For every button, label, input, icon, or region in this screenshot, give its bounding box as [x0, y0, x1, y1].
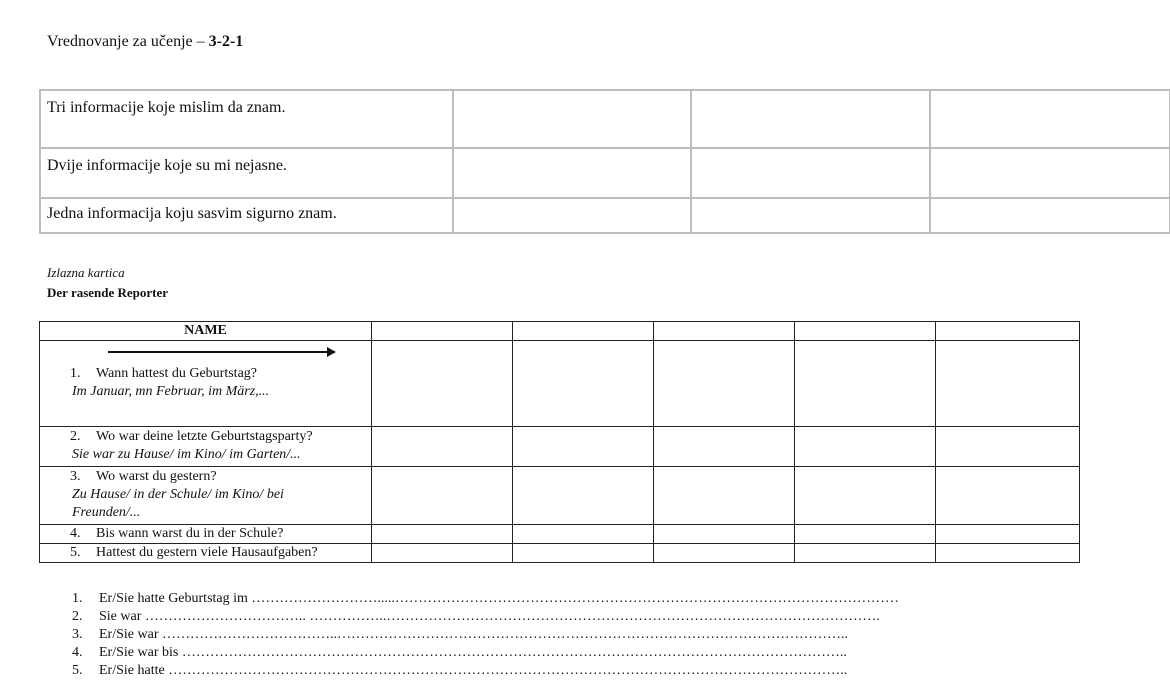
answer-cell[interactable] — [513, 341, 654, 427]
heading-prefix: Vrednovanje za učenje – — [47, 33, 209, 50]
question-cell — [40, 427, 372, 467]
sentence-list — [72, 590, 899, 680]
list-item[interactable] — [72, 644, 899, 662]
answer-cell[interactable] — [654, 525, 795, 544]
name-cell[interactable] — [654, 322, 795, 341]
name-cell[interactable] — [513, 322, 654, 341]
answer-cell[interactable] — [513, 427, 654, 467]
answer-cell[interactable] — [453, 90, 691, 148]
reporter-table — [39, 321, 1080, 563]
answer-hint: Sie war zu Hause/ im Kino/ im Garten/... — [72, 447, 301, 462]
question-number: 4. — [70, 526, 81, 541]
name-cell[interactable] — [936, 322, 1080, 341]
answer-cell[interactable] — [654, 544, 795, 563]
answer-cell[interactable] — [654, 467, 795, 525]
name-header: NAME — [40, 322, 372, 341]
answer-cell[interactable] — [936, 341, 1080, 427]
answer-cell[interactable] — [654, 341, 795, 427]
question-text: Wann hattest du Geburtstag? — [96, 366, 257, 381]
question-cell — [40, 467, 372, 525]
question-text: Bis wann warst du in der Schule? — [96, 526, 284, 541]
item-number: 4. — [72, 645, 83, 660]
answer-cell[interactable] — [936, 467, 1080, 525]
page-heading — [47, 33, 243, 51]
answer-cell[interactable] — [795, 341, 936, 427]
table-row — [40, 525, 1080, 544]
item-number: 5. — [72, 663, 83, 678]
answer-cell[interactable] — [795, 544, 936, 563]
reporter-title: Der rasende Reporter — [47, 285, 169, 300]
row-label: Jedna informacija koju sasvim sigurno znam. — [40, 198, 453, 233]
name-cell[interactable] — [372, 322, 513, 341]
answer-cell[interactable] — [930, 198, 1170, 233]
arrow-right-icon — [108, 351, 334, 353]
table-row — [40, 544, 1080, 563]
row-label: Dvije informacije koje su mi nejasne. — [40, 148, 453, 198]
answer-cell[interactable] — [936, 544, 1080, 563]
row-label: Tri informacije koje mislim da znam. — [40, 90, 453, 148]
answer-hint: Zu Hause/ in der Schule/ im Kino/ bei — [72, 487, 284, 502]
answer-cell[interactable] — [513, 467, 654, 525]
answer-hint: Freunden/... — [72, 505, 141, 520]
answer-cell[interactable] — [372, 341, 513, 427]
list-item[interactable] — [72, 662, 899, 680]
item-number: 1. — [72, 591, 83, 606]
heading-bold: 3-2-1 — [208, 33, 244, 50]
table-row — [40, 148, 1170, 198]
answer-cell[interactable] — [513, 525, 654, 544]
sentence-text: Er/Sie hatte ……………………………………………………………………………………………………………………………….. — [99, 663, 848, 678]
question-text: Wo war deine letzte Geburtstagsparty? — [96, 429, 313, 444]
answer-cell[interactable] — [795, 467, 936, 525]
answer-cell[interactable] — [930, 148, 1170, 198]
question-number: 5. — [70, 545, 81, 560]
answer-cell[interactable] — [453, 148, 691, 198]
sentence-text: Er/Sie hatte Geburtstag im ……………………….....……………………………………………………………………………………………… — [99, 591, 899, 606]
question-cell — [40, 544, 372, 563]
sentence-text: Sie war …………………………….. ……………..……………………………………………………………………………………………. — [99, 609, 880, 624]
sentence-text: Er/Sie war ………………………………..……………………………………………………………………………………………….. — [99, 627, 848, 642]
question-number: 2. — [70, 429, 81, 444]
answer-cell[interactable] — [795, 525, 936, 544]
answer-cell[interactable] — [654, 427, 795, 467]
answer-cell[interactable] — [372, 467, 513, 525]
answer-cell[interactable] — [691, 198, 930, 233]
question-text: Hattest du gestern viele Hausaufgaben? — [96, 545, 318, 560]
sentence-text: Er/Sie war bis …………………………………………………………………………………………………………………………….. — [99, 645, 847, 660]
table-row — [40, 467, 1080, 525]
name-cell[interactable] — [795, 322, 936, 341]
table-row — [40, 90, 1170, 148]
list-item[interactable] — [72, 626, 899, 644]
answer-cell[interactable] — [513, 544, 654, 563]
list-item[interactable] — [72, 590, 899, 608]
answer-cell[interactable] — [930, 90, 1170, 148]
answer-hint: Im Januar, mn Februar, im März,... — [72, 384, 270, 399]
answer-cell[interactable] — [936, 525, 1080, 544]
item-number: 3. — [72, 627, 83, 642]
evaluation-table — [39, 89, 1170, 234]
answer-cell[interactable] — [372, 427, 513, 467]
question-text: Wo warst du gestern? — [96, 469, 217, 484]
item-number: 2. — [72, 609, 83, 624]
answer-cell[interactable] — [691, 148, 930, 198]
table-row — [40, 427, 1080, 467]
exit-card-subtitle: Izlazna kartica — [47, 265, 125, 280]
table-header-row — [40, 322, 1080, 341]
answer-cell[interactable] — [372, 544, 513, 563]
question-number: 1. — [70, 366, 81, 381]
answer-cell[interactable] — [795, 427, 936, 467]
question-cell — [40, 341, 372, 427]
question-number: 3. — [70, 469, 81, 484]
table-row — [40, 198, 1170, 233]
answer-cell[interactable] — [372, 525, 513, 544]
answer-cell[interactable] — [453, 198, 691, 233]
table-row — [40, 341, 1080, 427]
answer-cell[interactable] — [936, 427, 1080, 467]
answer-cell[interactable] — [691, 90, 930, 148]
question-cell — [40, 525, 372, 544]
list-item[interactable] — [72, 608, 899, 626]
